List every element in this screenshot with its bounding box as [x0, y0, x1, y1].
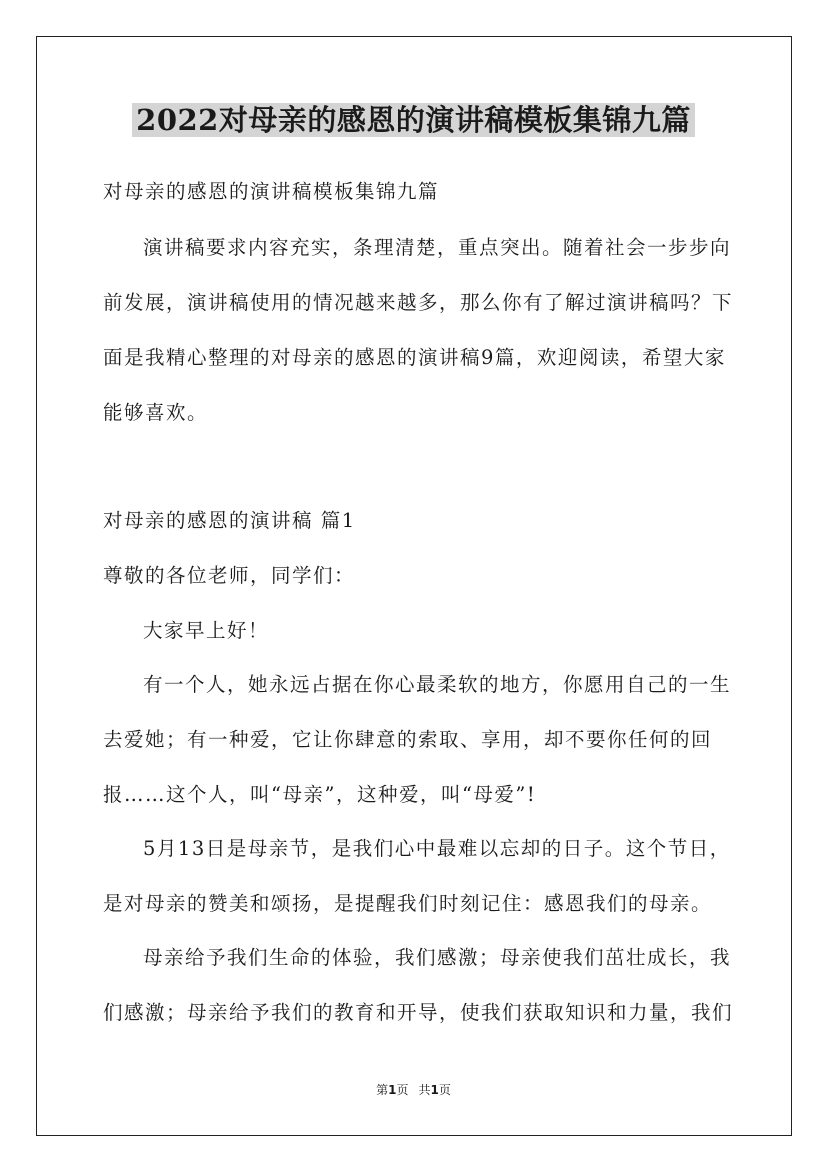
footer-total-prefix: 共 [418, 1083, 431, 1097]
greeting-line: 大家早上好！ [143, 619, 270, 642]
paragraph-line: 5月13日是母亲节，是我们心中最难以忘却的日子。这个节日， [143, 837, 731, 860]
subtitle-line: 对母亲的感恩的演讲稿模板集锦九篇 [103, 180, 440, 203]
paragraph-line: 有一个人，她永远占据在你心最柔软的地方，你愿用自己的一生 [143, 673, 732, 696]
footer-page-prefix: 第 [376, 1083, 389, 1097]
footer-page-number: 1 [388, 1083, 397, 1097]
footer-total-number: 1 [430, 1083, 439, 1097]
footer-page-suffix: 页 [396, 1083, 409, 1097]
footer-total-suffix: 页 [438, 1083, 451, 1097]
document-title-text: 2022对母亲的感恩的演讲稿模板集锦九篇 [132, 103, 695, 137]
paragraph-line: 母亲给予我们生命的体验，我们感激；母亲使我们茁壮成长，我 [143, 946, 732, 969]
paragraph-line: 前发展，演讲稿使用的情况越来越多，那么你有了解过演讲稿吗？下 [103, 291, 734, 314]
paragraph-line: 去爱她；有一种爱，它让你肆意的索取、享用，却不要你任何的回 [103, 728, 713, 751]
paragraph-line: 们感激；母亲给予我们的教育和开导，使我们获取知识和力量，我们 [103, 1001, 734, 1024]
paragraph-line: 报……这个人，叫“母亲”，这种爱，叫“母爱”! [103, 783, 537, 806]
paragraph-line: 面是我精心整理的对母亲的感恩的演讲稿9篇，欢迎阅读，希望大家 [103, 346, 726, 369]
section-heading: 对母亲的感恩的演讲稿 篇1 [103, 509, 356, 532]
paragraph-line: 演讲稿要求内容充实，条理清楚，重点突出。随着社会一步步向 [143, 236, 732, 259]
page-footer [0, 1082, 827, 1098]
document-title [0, 98, 827, 142]
paragraph-line: 是对母亲的赞美和颂扬，是提醒我们时刻记住：感恩我们的母亲。 [103, 892, 713, 915]
salutation-line: 尊敬的各位老师，同学们： [103, 564, 356, 587]
paragraph-line: 能够喜欢。 [103, 401, 209, 424]
